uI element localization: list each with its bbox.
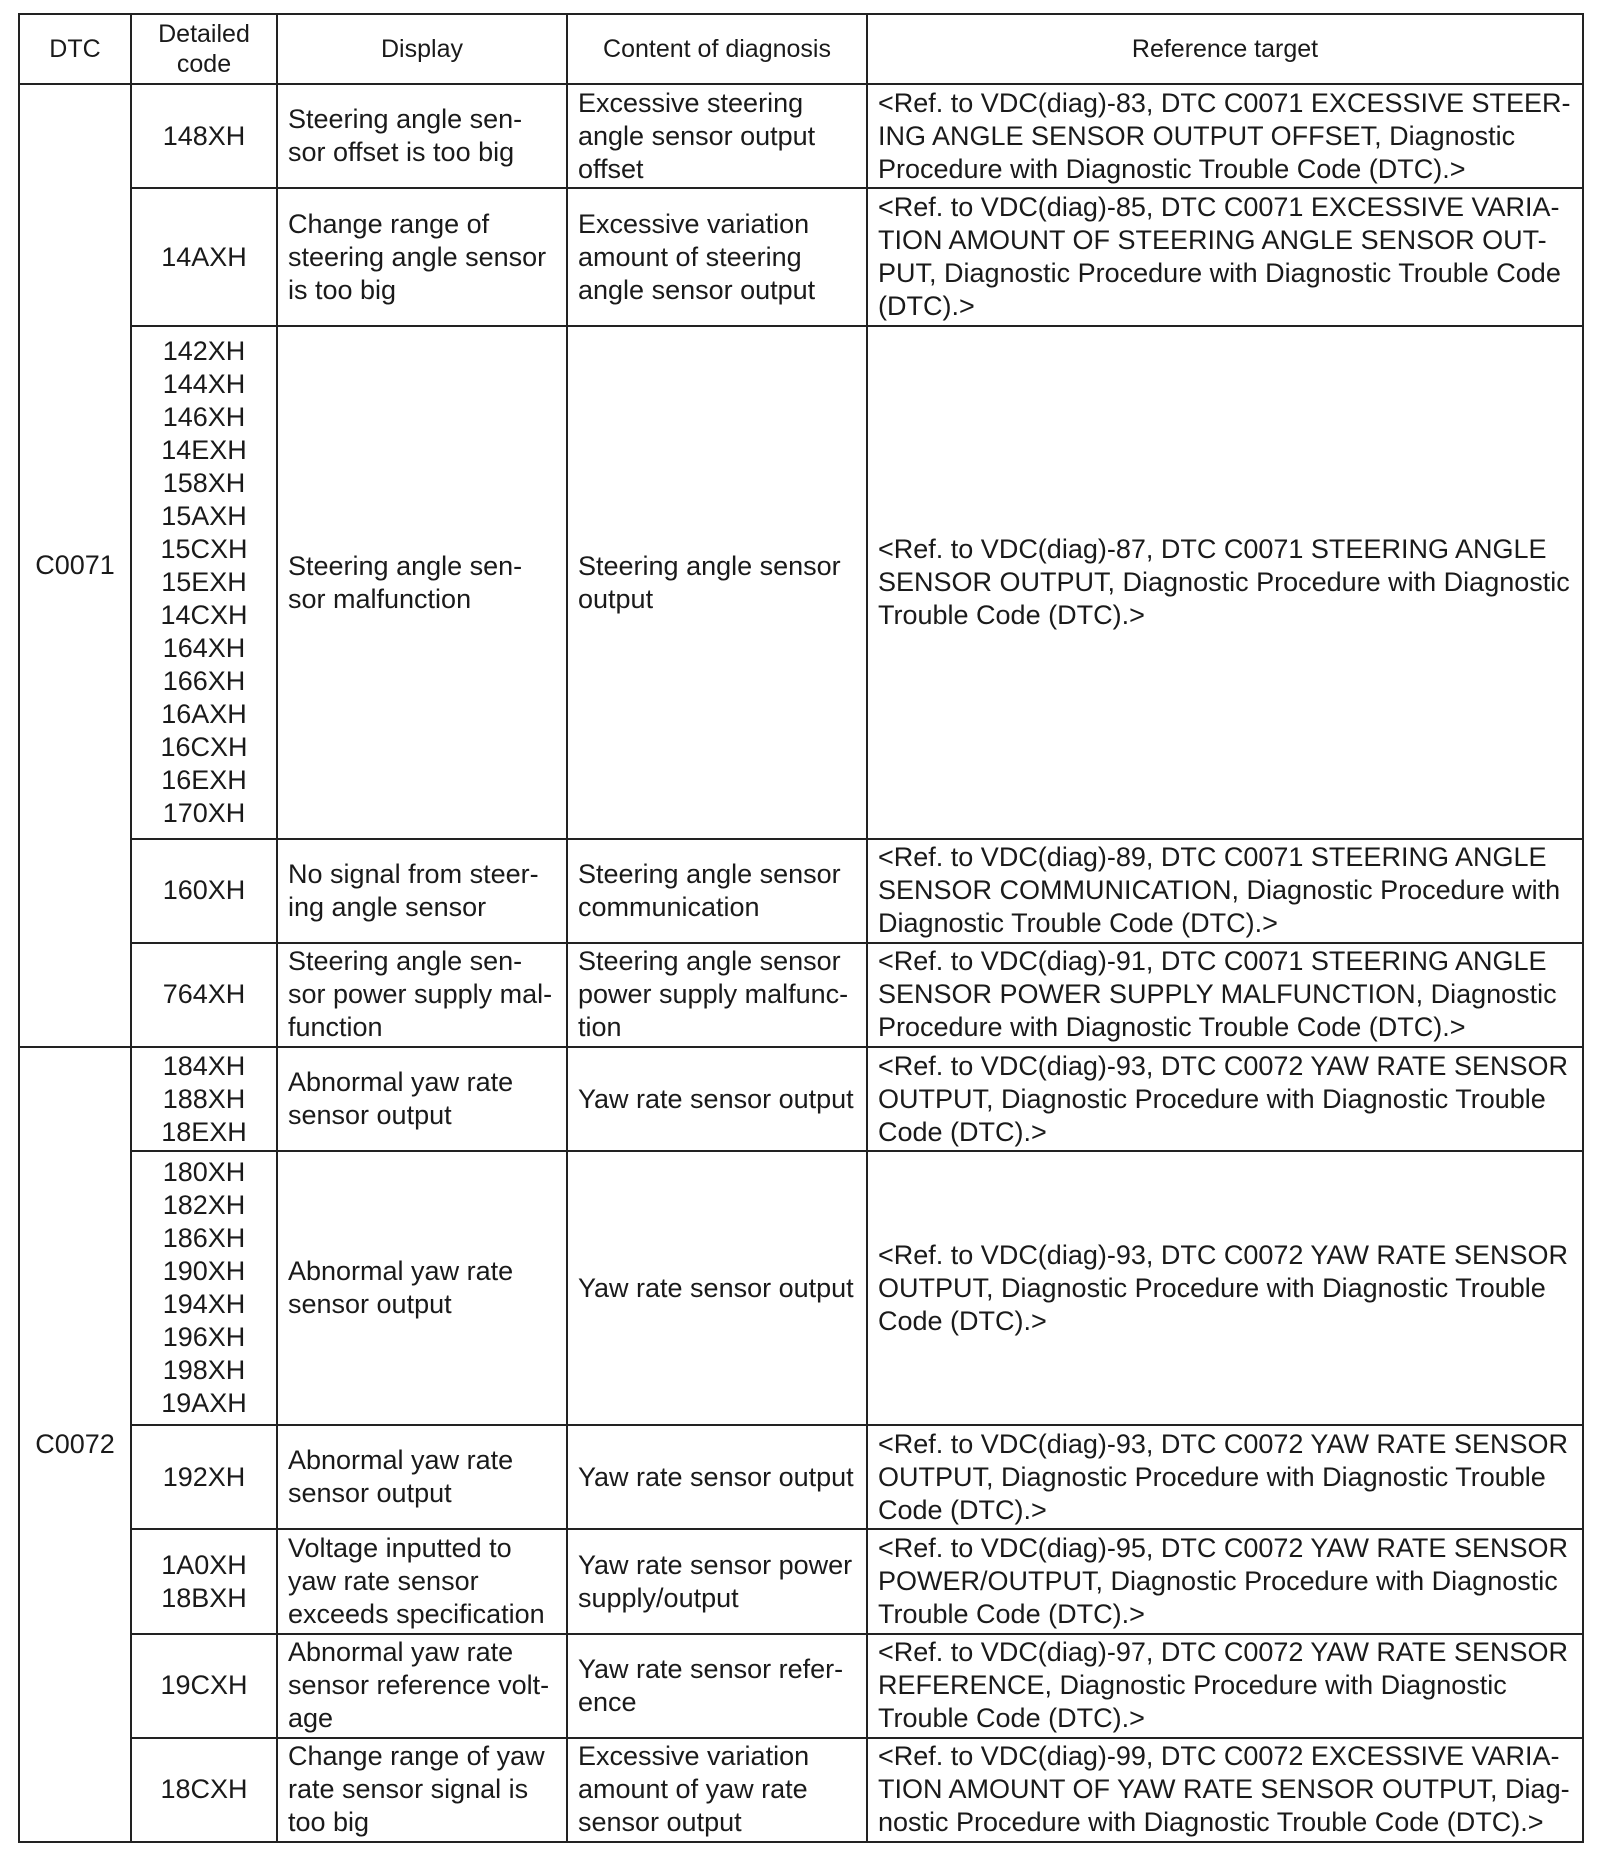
cell-line: 158XH (162, 468, 246, 498)
cell-line: Code (DTC).> (878, 1116, 1047, 1147)
cell-line: 142XH (162, 336, 246, 366)
content-of-diagnosis-cell (567, 188, 867, 326)
cell-line: sor power supply mal- (288, 979, 553, 1010)
header-row (19, 14, 1583, 84)
cell-line: <Ref. to VDC(diag)-91, DTC C0071 STEERING ANGLE (878, 946, 1547, 977)
cell-line: 196XH (162, 1322, 246, 1353)
cell-line: nostic Procedure with Diagnostic Trouble Code (DTC).> (878, 1807, 1544, 1838)
display-cell (277, 188, 567, 326)
display-cell (277, 839, 567, 943)
cell-line: 148XH (162, 120, 246, 151)
content-of-diagnosis-cell (567, 1738, 867, 1842)
cell-line: Code (DTC).> (878, 1305, 1047, 1336)
cell-line: 170XH (162, 798, 246, 828)
cell-line: Yaw rate sensor refer- (578, 1653, 844, 1684)
display-cell (277, 943, 567, 1047)
cell-line: 764XH (162, 979, 246, 1010)
reference-target-cell (867, 1529, 1583, 1633)
detailed-code-cell (131, 1738, 277, 1842)
cell-line: angle sensor output (578, 120, 816, 151)
cell-line: 19CXH (160, 1670, 248, 1701)
cell-line: ing angle sensor (288, 891, 487, 922)
reference-target-cell (867, 1738, 1583, 1842)
detailed-code-cell (131, 1634, 277, 1738)
cell-line: OUTPUT, Diagnostic Procedure with Diagnostic Trouble (878, 1083, 1546, 1114)
cell-line: OUTPUT, Diagnostic Procedure with Diagnostic Trouble (878, 1461, 1546, 1492)
table-row (19, 943, 1583, 1047)
cell-line: Yaw rate sensor output (578, 1083, 854, 1114)
cell-line: <Ref. to VDC(diag)-99, DTC C0072 EXCESSIVE VARIA- (878, 1741, 1560, 1772)
table-body (19, 84, 1583, 1842)
cell-line: angle sensor output (578, 274, 816, 305)
reference-target-cell (867, 1151, 1583, 1425)
cell-line: Display (381, 35, 463, 63)
detailed-code-cell (131, 1529, 277, 1633)
table-row (19, 1047, 1583, 1151)
detailed-code-cell (131, 326, 277, 838)
cell-line: 15CXH (160, 534, 248, 564)
display-cell (277, 1151, 567, 1425)
table-row (19, 839, 1583, 943)
cell-line: sor offset is too big (288, 137, 515, 168)
cell-line: sor malfunction (288, 583, 472, 614)
content-of-diagnosis-cell (567, 1151, 867, 1425)
cell-line: communication (578, 891, 760, 922)
cell-line: <Ref. to VDC(diag)-93, DTC C0072 YAW RATE SENSOR (878, 1050, 1568, 1081)
cell-line: sensor output (288, 1478, 452, 1509)
cell-line: 190XH (162, 1256, 246, 1287)
cell-line: Excessive variation (578, 1741, 810, 1772)
cell-line: 14AXH (161, 241, 247, 272)
cell-line: Change range of (288, 208, 490, 239)
cell-line: <Ref. to VDC(diag)-95, DTC C0072 YAW RATE SENSOR (878, 1533, 1568, 1564)
cell-line: Abnormal yaw rate (288, 1067, 514, 1098)
cell-line: Trouble Code (DTC).> (878, 1599, 1145, 1630)
reference-target-cell (867, 326, 1583, 838)
cell-line: SENSOR OUTPUT, Diagnostic Procedure with Diagnostic (878, 567, 1570, 597)
cell-line: sensor output (288, 1100, 452, 1131)
cell-line: <Ref. to VDC(diag)-83, DTC C0071 EXCESSIVE STEER- (878, 87, 1571, 118)
detailed-code-cell (131, 1425, 277, 1529)
cell-line: REFERENCE, Diagnostic Procedure with Diagnostic (878, 1670, 1507, 1701)
cell-line: <Ref. to VDC(diag)-87, DTC C0071 STEERING ANGLE (878, 534, 1547, 564)
cell-line: supply/output (578, 1582, 739, 1613)
cell-line: 16EXH (161, 765, 247, 795)
display-cell (277, 326, 567, 838)
cell-line: OUTPUT, Diagnostic Procedure with Diagnostic Trouble (878, 1272, 1546, 1303)
cell-line: sensor output (288, 1289, 452, 1320)
cell-line: Yaw rate sensor power (578, 1549, 853, 1580)
cell-line: Steering angle sen- (288, 550, 523, 581)
cell-line: 19AXH (161, 1388, 247, 1419)
header-display (277, 14, 567, 84)
detailed-code-cell (131, 84, 277, 188)
cell-line: (DTC).> (878, 291, 975, 322)
cell-line: 14CXH (160, 600, 248, 630)
cell-line: 166XH (162, 666, 246, 696)
cell-line: Yaw rate sensor output (578, 1461, 854, 1492)
cell-line: Yaw rate sensor output (578, 1272, 854, 1303)
cell-line: age (288, 1703, 334, 1734)
cell-line: output (578, 583, 654, 614)
reference-target-cell (867, 188, 1583, 326)
cell-line: TION AMOUNT OF YAW RATE SENSOR OUTPUT, Diag- (878, 1774, 1570, 1805)
table-row (19, 1151, 1583, 1425)
cell-line: too big (288, 1807, 370, 1838)
cell-line: 198XH (162, 1355, 246, 1386)
header-dtc (19, 14, 131, 84)
dtc-code-cell: C0072 (19, 1047, 131, 1842)
cell-line: Voltage inputted to (288, 1533, 512, 1564)
display-cell (277, 84, 567, 188)
table-row (19, 326, 1583, 838)
cell-line: Procedure with Diagnostic Trouble Code (DTC).> (878, 153, 1466, 184)
cell-line: offset (578, 153, 644, 184)
detailed-code-cell (131, 943, 277, 1047)
dtc-code-cell: C0071 (19, 84, 131, 1047)
header-detailed-code (131, 14, 277, 84)
cell-line: amount of yaw rate (578, 1774, 808, 1805)
cell-line: Steering angle sensor (578, 858, 841, 889)
reference-target-cell (867, 1634, 1583, 1738)
cell-line: No signal from steer- (288, 858, 539, 889)
cell-line: 18BXH (161, 1582, 247, 1613)
cell-line: sensor reference volt- (288, 1670, 550, 1701)
cell-line: SENSOR POWER SUPPLY MALFUNCTION, Diagnostic (878, 979, 1557, 1010)
cell-line: 180XH (162, 1157, 246, 1188)
header-content-of-diagnosis (567, 14, 867, 84)
table-row (19, 84, 1583, 188)
table-row (19, 1425, 1583, 1529)
display-cell (277, 1047, 567, 1151)
detailed-code-cell (131, 1047, 277, 1151)
cell-line: Reference target (1131, 35, 1319, 63)
cell-line: 192XH (162, 1461, 246, 1492)
display-cell (277, 1425, 567, 1529)
cell-line: 182XH (162, 1190, 246, 1221)
cell-line: sensor output (578, 1807, 742, 1838)
cell-line: 16AXH (161, 699, 247, 729)
cell-line: 15EXH (161, 567, 247, 597)
cell-line: Steering angle sen- (288, 946, 523, 977)
cell-line: 1A0XH (161, 1549, 247, 1580)
reference-target-cell (867, 839, 1583, 943)
cell-line: SENSOR COMMUNICATION, Diagnostic Procedure with (878, 875, 1561, 906)
cell-line: 160XH (162, 875, 246, 906)
cell-line: TION AMOUNT OF STEERING ANGLE SENSOR OUT- (878, 225, 1547, 256)
cell-line: PUT, Diagnostic Procedure with Diagnostic Trouble Code (878, 258, 1561, 289)
cell-line: Code (DTC).> (878, 1494, 1047, 1525)
content-of-diagnosis-cell (567, 326, 867, 838)
reference-target-cell (867, 943, 1583, 1047)
cell-line: DTC (49, 35, 101, 63)
cell-line: Excessive steering (578, 87, 804, 118)
cell-line: steering angle sensor (288, 241, 547, 272)
cell-line: is too big (288, 274, 397, 305)
cell-line: 186XH (162, 1223, 246, 1254)
cell-line: Trouble Code (DTC).> (878, 600, 1145, 630)
table-row (19, 1634, 1583, 1738)
cell-line: Abnormal yaw rate (288, 1445, 514, 1476)
cell-line: 146XH (162, 402, 246, 432)
content-of-diagnosis-cell (567, 1634, 867, 1738)
cell-line: <Ref. to VDC(diag)-89, DTC C0071 STEERING ANGLE (878, 842, 1547, 873)
cell-line: exceeds specification (288, 1599, 545, 1630)
cell-line: tion (578, 1012, 622, 1043)
cell-line: Excessive variation (578, 208, 810, 239)
cell-line: 16CXH (160, 732, 248, 762)
header-reference-target (867, 14, 1583, 84)
cell-line: rate sensor signal is (288, 1774, 529, 1805)
cell-line: Abnormal yaw rate (288, 1637, 514, 1668)
cell-line: POWER/OUTPUT, Diagnostic Procedure with Diagnostic (878, 1566, 1558, 1597)
content-of-diagnosis-cell (567, 84, 867, 188)
cell-line: function (288, 1012, 383, 1043)
content-of-diagnosis-cell (567, 839, 867, 943)
cell-line: Steering angle sensor (578, 550, 841, 581)
dtc-table (18, 13, 1584, 1843)
display-cell (277, 1738, 567, 1842)
reference-target-cell (867, 1425, 1583, 1529)
detailed-code-cell (131, 188, 277, 326)
cell-line: Trouble Code (DTC).> (878, 1703, 1145, 1734)
cell-line: ING ANGLE SENSOR OUTPUT OFFSET, Diagnostic (878, 120, 1516, 151)
reference-target-cell (867, 1047, 1583, 1151)
table-row (19, 188, 1583, 326)
cell-line: 14EXH (161, 435, 247, 465)
content-of-diagnosis-cell (567, 1425, 867, 1529)
reference-target-cell (867, 84, 1583, 188)
detailed-code-cell (131, 839, 277, 943)
display-cell (277, 1529, 567, 1633)
display-cell (277, 1634, 567, 1738)
cell-line: amount of steering (578, 241, 802, 272)
cell-line: 194XH (162, 1289, 246, 1320)
cell-line: power supply malfunc- (578, 979, 849, 1010)
cell-line: 164XH (162, 633, 246, 663)
cell-line: Abnormal yaw rate (288, 1256, 514, 1287)
cell-line: code (176, 50, 232, 78)
cell-line: 18CXH (160, 1774, 248, 1805)
cell-line: Diagnostic Trouble Code (DTC).> (878, 908, 1278, 939)
cell-line: Content of diagnosis (603, 35, 831, 63)
content-of-diagnosis-cell (567, 1047, 867, 1151)
content-of-diagnosis-cell (567, 943, 867, 1047)
cell-line: Steering angle sensor (578, 946, 841, 977)
detailed-code-cell (131, 1151, 277, 1425)
cell-line: <Ref. to VDC(diag)-93, DTC C0072 YAW RATE SENSOR (878, 1239, 1568, 1270)
cell-line: Steering angle sen- (288, 104, 523, 135)
cell-line: 15AXH (161, 501, 247, 531)
cell-line: Change range of yaw (288, 1741, 545, 1772)
cell-line: <Ref. to VDC(diag)-85, DTC C0071 EXCESSIVE VARIA- (878, 192, 1560, 223)
table-row (19, 1529, 1583, 1633)
cell-line: Procedure with Diagnostic Trouble Code (DTC).> (878, 1012, 1466, 1043)
cell-line: 144XH (162, 369, 246, 399)
cell-line: <Ref. to VDC(diag)-97, DTC C0072 YAW RATE SENSOR (878, 1637, 1568, 1668)
cell-line: 184XH (162, 1050, 246, 1081)
table-row (19, 1738, 1583, 1842)
cell-line: yaw rate sensor (288, 1566, 479, 1597)
cell-line: ence (578, 1686, 637, 1717)
cell-line: Detailed (158, 20, 250, 48)
content-of-diagnosis-cell (567, 1529, 867, 1633)
cell-line: <Ref. to VDC(diag)-93, DTC C0072 YAW RATE SENSOR (878, 1428, 1568, 1459)
cell-line: 188XH (162, 1083, 246, 1114)
cell-line: 18EXH (161, 1116, 247, 1147)
